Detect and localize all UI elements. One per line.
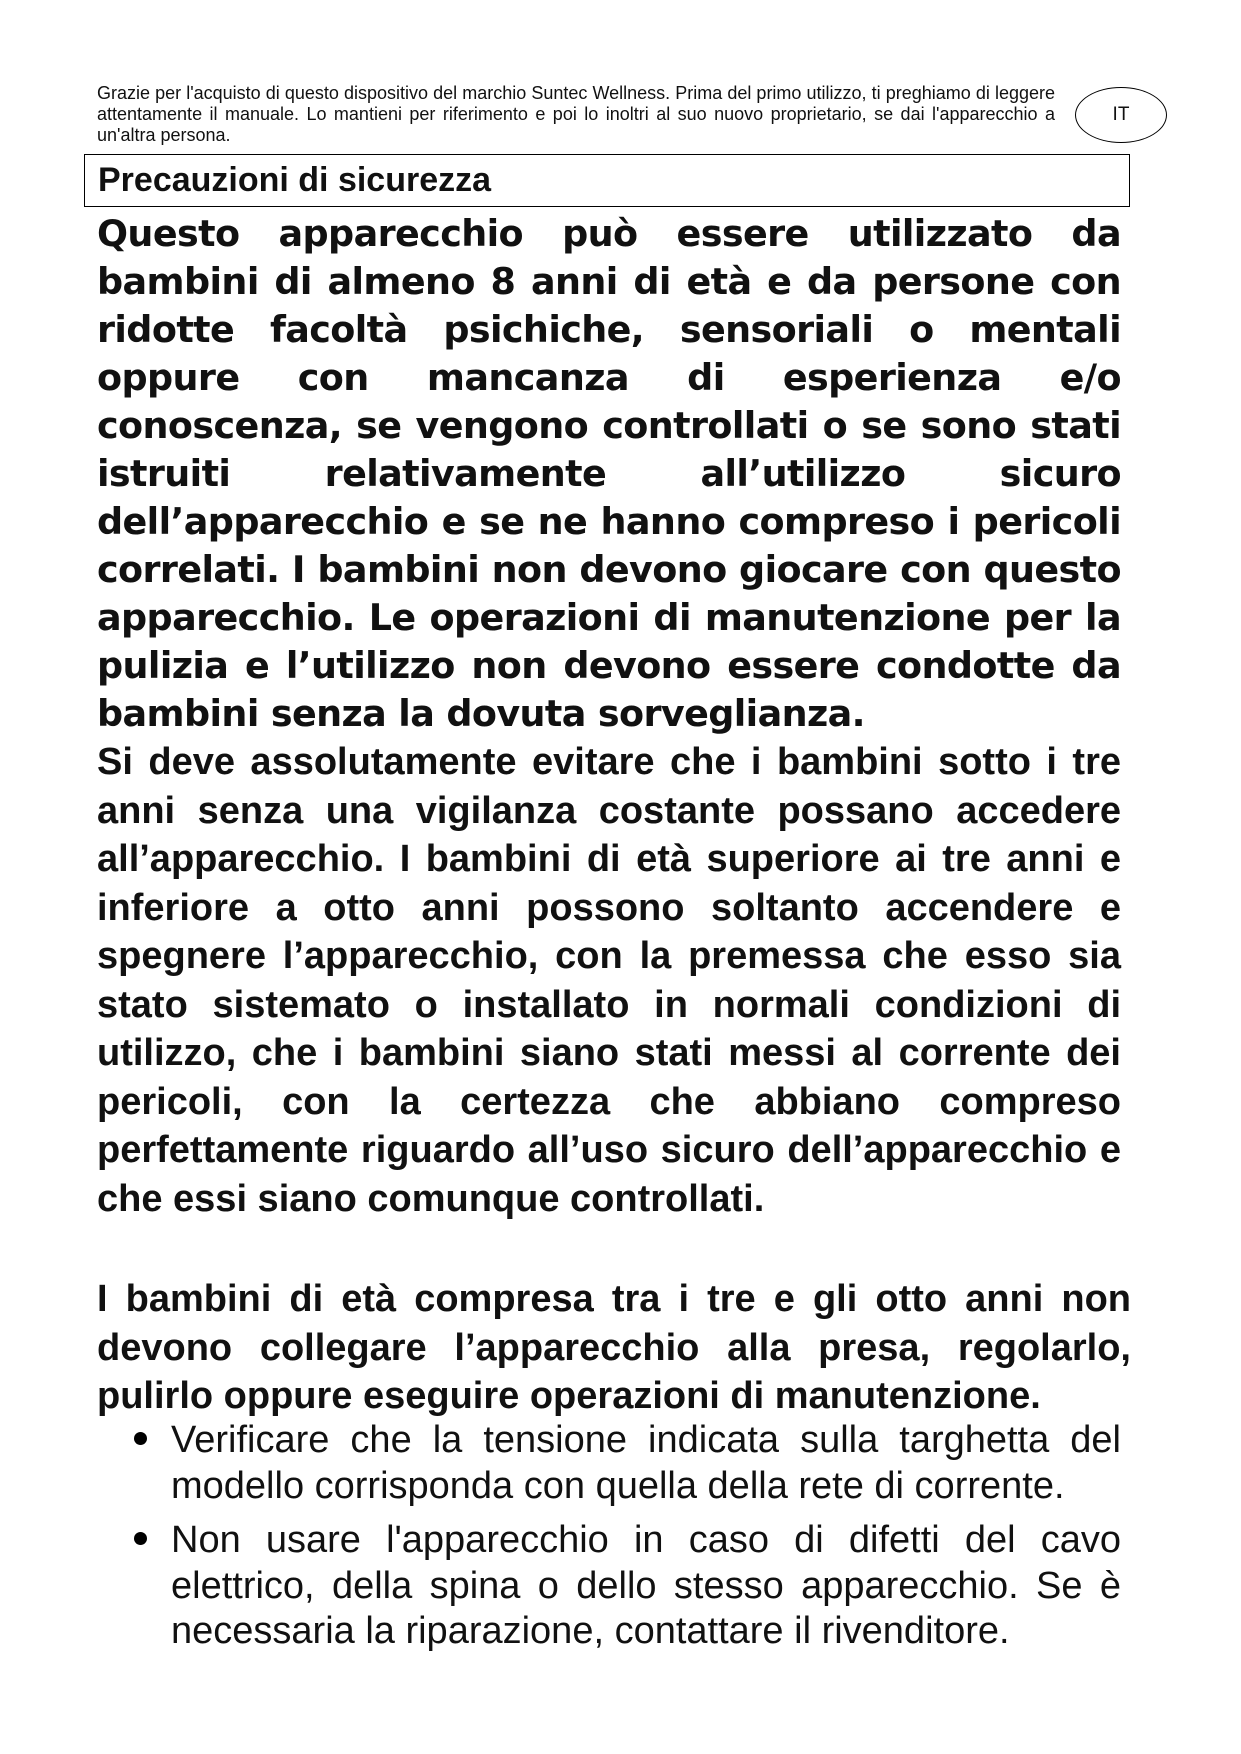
safety-paragraph-2: Si deve assolutamente evitare che i bambini sotto i tre anni senza una vigilanza costante possano accedere all’apparecchio. I bambini di età superiore ai tre anni e inferiore a otto anni possono soltanto accendere e spegnere l’apparecchio, con la premessa che esso sia stato sistemato o installato in normali condizioni di utilizzo, che i bambini siano stati messi al corrente dei pericoli, con la certezza che abbiano compreso perfettamente riguardo all’uso sicuro dell’apparecchio e che essi siano comunque controllati. [97,741,1121,1220]
bullet-text: Non usare l'apparecchio in caso di difetti del cavo elettrico, della spina o dello stesso apparecchio. Se è necessaria la riparazione, contattare il rivenditore. [171,1519,1121,1652]
safety-paragraph-1: Questo apparecchio può essere utilizzato da bambini di almeno 8 anni di età e da persone con ridotte facoltà psichiche, sensoriali o mentali oppure con mancanza di esperienza e/o conoscenza, se vengono controllati o se sono stati istruiti relativamente all’utilizzo sicuro dell’apparecchio e se ne hanno compreso i pericoli correlati. I bambini non devono giocare con questo apparecchio. Le operazioni di manutenzione per la pulizia e l’utilizzo non devono essere condotte da bambini senza la dovuta sorveglianza. [97,212,1121,735]
safety-bullet-list [0,1418,1241,1655]
intro-text: Grazie per l'acquisto di questo dispositivo del marchio Suntec Wellness. Prima del primo utilizzo, ti preghiamo di leggere attentamente il manuale. Lo mantieni per riferimento e poi lo inoltri al suo nuovo proprietario, se dai l'apparecchio a un'altra persona. [97,83,1055,145]
bullet-icon [134,1432,147,1445]
bullet-text: Verificare che la tensione indicata sulla targhetta del modello corrisponda con quella della rete di corrente. [171,1419,1121,1507]
bullet-icon [134,1532,147,1545]
section-title: Precauzioni di sicurezza [98,161,492,199]
section-header [84,154,1130,207]
list-item [0,1518,1241,1655]
language-badge: IT [1075,87,1167,143]
list-item [0,1418,1241,1509]
safety-paragraph-3: I bambini di età compresa tra i tre e gli otto anni non devono collegare l’apparecchio alla presa, regolarlo, pulirlo oppure eseguire operazioni di manutenzione. [97,1278,1131,1417]
